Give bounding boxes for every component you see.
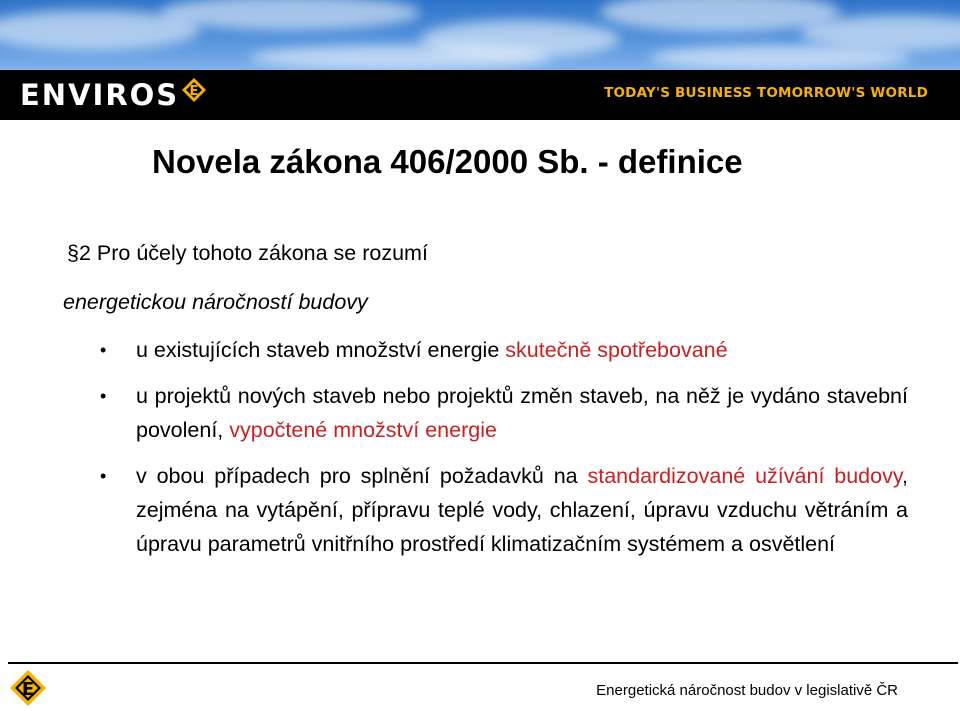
- tagline: TODAY'S BUSINESS TOMORROW'S WORLD: [604, 85, 928, 101]
- bullet-dot: •: [100, 466, 107, 486]
- logo-text: ENVIROS: [20, 77, 180, 112]
- header-banner: [0, 0, 960, 120]
- bullet-text: v obou případech pro splnění požadavků na: [136, 464, 588, 488]
- footer-e-icon: [8, 668, 48, 708]
- bullet-text: u projektů nových staveb nebo projektů změn staveb, na něž je vydáno stavební povolení,: [136, 384, 908, 442]
- bullet-text-after: , zejména na vytápění, přípravu teplé vody, chlazení, úpravu vzduchu větráním a úpravu parametrů vnitřního prostředí klimatizačním systémem a osvětlení: [136, 464, 908, 556]
- svg-text:E: E: [189, 84, 199, 99]
- bullet-highlight: standardizované užívání budovy: [587, 464, 902, 488]
- header-bar: [0, 70, 960, 120]
- list-item: [100, 459, 908, 561]
- bullet-highlight: vypočtené množství energie: [229, 418, 497, 442]
- list-item: [100, 333, 908, 367]
- bullet-dot: •: [100, 340, 107, 360]
- slide-title: Novela zákona 406/2000 Sb. - definice: [152, 143, 743, 180]
- footer-divider: [8, 662, 958, 664]
- bullet-text: u existujících staveb množství energie: [136, 338, 506, 362]
- subheading: energetickou náročností budovy: [63, 290, 368, 314]
- footer-text: Energetická náročnost budov v legislativě ČR: [596, 682, 898, 699]
- bullet-highlight: skutečně spotřebované: [505, 338, 728, 362]
- bullet-dot: •: [100, 386, 107, 406]
- svg-text:E: E: [21, 679, 35, 700]
- logo-e-icon: [181, 77, 207, 103]
- bullet-list: [100, 333, 908, 573]
- list-item: [100, 379, 908, 447]
- section-heading: §2 Pro účely tohoto zákona se rozumí: [67, 241, 428, 265]
- enviros-logo: [20, 78, 207, 112]
